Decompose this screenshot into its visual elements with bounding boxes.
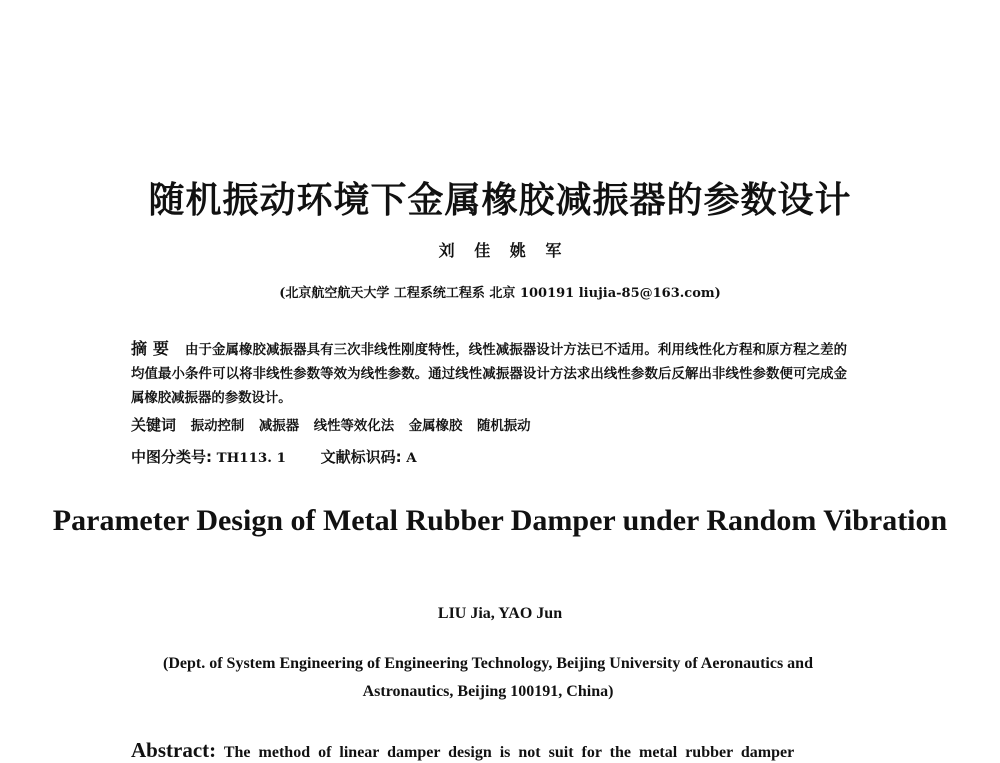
keyword: 减振器 — [258, 418, 300, 434]
chinese-abstract-text: 由于金属橡胶减振器具有三次非线性刚度特性，线性减振器设计方法已不适用。利用线性化方程和原方程之差的均值最小条件可以将非线性参数等效为线性参数。通过线性减振器设计方法求出线性参数后反解出非线性参数便可完成金属橡胶减振器的参数设计。 — [131, 342, 848, 406]
chinese-abstract-label: 摘 要 — [131, 339, 169, 358]
document-code-value: A — [406, 450, 417, 466]
keyword: 线性等效化法 — [313, 418, 395, 434]
chinese-classification — [131, 446, 847, 467]
chinese-affiliation: (北京航空航天大学 工程系统工程系 北京 100191 liujia-85@163.com) — [279, 286, 721, 301]
keywords-label: 关键词 — [131, 416, 177, 434]
chinese-keywords — [131, 414, 847, 435]
keyword: 金属橡胶 — [408, 418, 463, 434]
english-abstract — [131, 738, 847, 763]
document-code-label: 文献标识码: — [320, 448, 402, 466]
english-affiliation: (Dept. of System Engineering of Engineering Technology, Beijing University of Aeronautics and Astronautics, Beijing 100191, China) — [163, 655, 813, 700]
english-authors: LIU Jia, YAO Jun — [437, 605, 563, 622]
classification-value: TH113. 1 — [216, 450, 286, 466]
classification-label: 中图分类号: — [131, 448, 212, 466]
keyword: 随机振动 — [477, 418, 531, 434]
chinese-title: 随机振动环境下金属橡胶减振器的参数设计 — [148, 180, 852, 221]
keyword: 振动控制 — [190, 418, 245, 434]
english-title: Parameter Design of Metal Rubber Damper under Random Vibration — [52, 504, 948, 537]
chinese-abstract — [131, 337, 847, 410]
chinese-authors: 刘 佳 姚 军 — [438, 241, 562, 260]
english-abstract-label: Abstract: — [131, 738, 217, 762]
english-abstract-text: The method of linear damper design is not suit for the metal rubber damper — [223, 744, 795, 761]
